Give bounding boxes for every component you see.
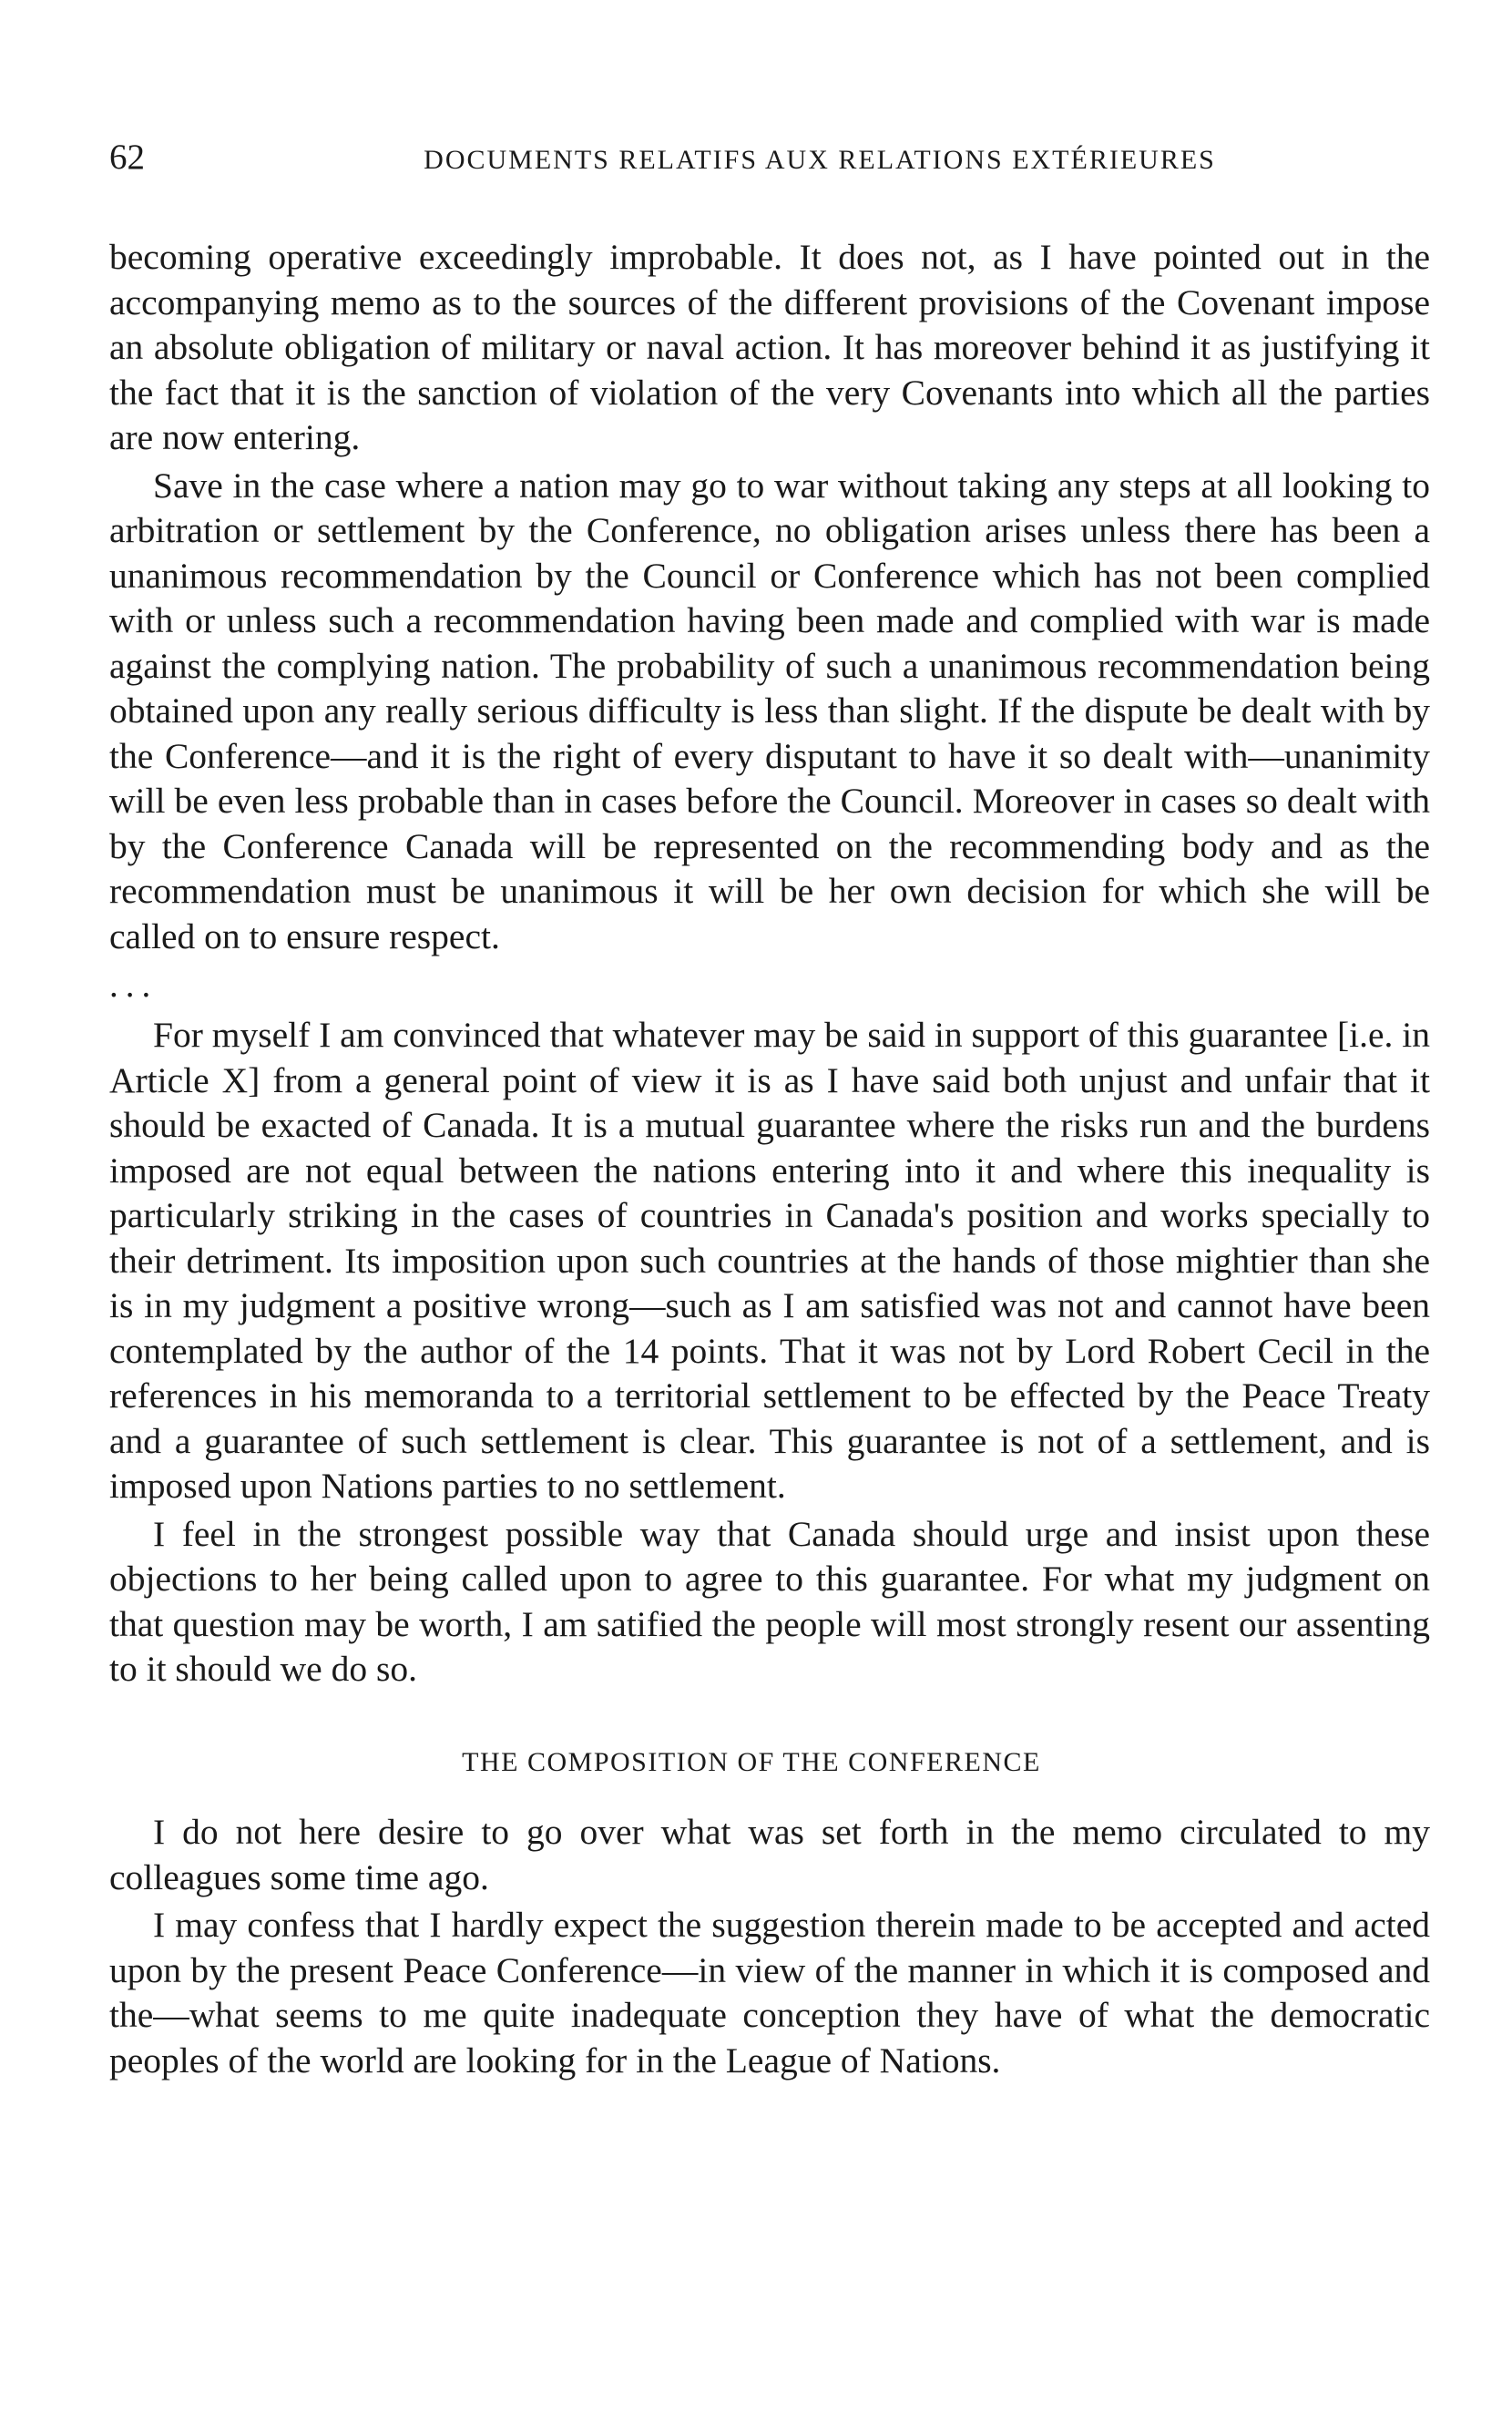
paragraph: I do not here desire to go over what was set forth in the memo circulated to my colleagues some time ago. (109, 1812, 1430, 1897)
paragraph: I may confess that I hardly expect the suggestion therein made to be accepted and acted upon by the present Peace Conference—in view of the manner in which it is composed and the—what seems to me quite inadequate conception they have of what the democratic peoples of the world are looking for in the League of Nations. (109, 1905, 1430, 2081)
paragraph-continued: becoming operative exceedingly improbable. It does not, as I have pointed out in the accompanying memo as to the sources of the different provisions of the Covenant impose an absolute obligation of military or naval action. It has moreover behind it as justifying it the fact that it is the sanction of violation of the very Covenants into which all the parties are now entering. (109, 237, 1430, 457)
paragraph: I feel in the strongest possible way that Canada should urge and insist upon these objections to her being called upon to agree to this guarantee. For what my judgment on that question may be worth, I am satified the people will most strongly resent our assenting to it should we do so. (109, 1513, 1430, 1689)
page-number: 62 (109, 138, 145, 177)
document-page (109, 137, 1430, 2341)
ellipsis-marker: ... (109, 966, 158, 1005)
paragraph: For myself I am convinced that whatever may be said in support of this guarantee [i.e. in Article X] from a general point of view it is as I have said both unjust and unfair that it should be exacted of Canada. It is a mutual guarantee where the risks run and the burdens imposed are not equal between the nations entering into it and where this inequality is particularly striking in the cases of countries in Canada's position and works specially to their detriment. Its imposition upon such countries at the hands of those mightier than she is in my judgment a positive wrong—such as I am satisfied was not and cannot have been contemplated by the author of the 14 points. That it was not by Lord Robert Cecil in the references in his memoranda to a territorial settlement to be effected by the Peace Treaty and a guarantee of such settlement is clear. This guarantee is not of a settlement, and is imposed upon Nations parties to no settlement. (109, 1015, 1430, 1506)
body-text (109, 235, 1430, 2083)
paragraph: Save in the case where a nation may go to war without taking any steps at all looking to arbitration or settlement by the Conference, no obligation arises unless there has been a unanimous recommendation by the Council or Conference which has not been complied with or unless such a recommendation having been made and complied with war is made against the complying nation. The probability of such a unanimous recommendation being obtained upon any really serious difficulty is less than slight. If the dispute be dealt with by the Conference—and it is the right of every disputant to have it so dealt with—unanimity will be even less probable than in cases before the Council. Moreover in cases so dealt with by the Conference Canada will be represented on the recommending body and as the recommendation must be unanimous it will be her own decision for which she will be called on to ensure respect. (109, 465, 1430, 956)
section-heading: THE COMPOSITION OF THE CONFERENCE (462, 1746, 1041, 1777)
page-header (109, 137, 1430, 191)
running-head: DOCUMENTS RELATIFS AUX RELATIONS EXTÉRIEURES (424, 145, 1216, 175)
